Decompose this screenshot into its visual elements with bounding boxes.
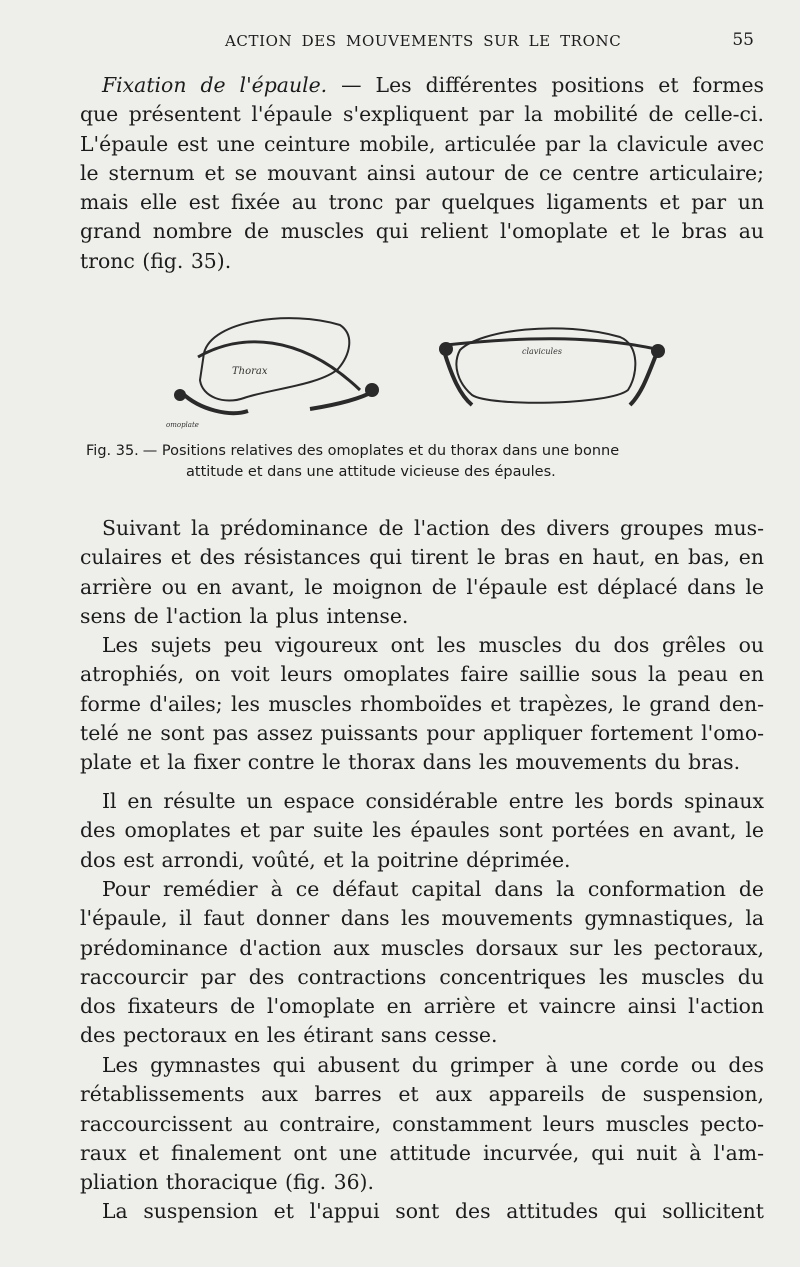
intro-line: Fixation de l'épaule. — Les différentes positions et formes	[102, 73, 764, 97]
joint-left-b	[365, 383, 379, 397]
intro-line: mais elle est fixée au tronc par quelques ligaments et par un	[80, 190, 764, 215]
paragraph	[80, 514, 764, 631]
text-line: plate et la fixer contre le thorax dans les mouvements du bras.	[80, 750, 741, 775]
joint-left-a	[174, 389, 186, 401]
figure-illustration	[160, 305, 680, 435]
intro-paragraph	[80, 71, 764, 276]
text-line: prédominance d'action aux muscles dorsaux sur les pectoraux,	[80, 935, 764, 960]
text-line: Les gymnastes qui abusent du grimper à une corde ou des	[102, 1053, 764, 1077]
intro-line: tronc (fig. 35).	[80, 248, 232, 273]
text-line: atrophiés, on voit leurs omoplates faire saillie sous la peau en	[80, 662, 764, 687]
paragraph	[80, 875, 764, 1051]
text-line: telé ne sont pas assez puissants pour appliquer fortement l'omo-	[80, 720, 764, 745]
intro-line: le sternum et se mouvant ainsi autour de ce centre articulaire;	[80, 160, 764, 185]
joint-right-b	[651, 344, 665, 358]
text-line: dos fixateurs de l'omoplate en arrière et vaincre ainsi l'action	[80, 994, 764, 1019]
intro-line: que présentent l'épaule s'expliquent par la mobilité de celle-ci.	[80, 102, 764, 127]
text-line: des pectoraux en les étirant sans cesse.	[80, 1023, 498, 1048]
scapula-left-b	[310, 391, 374, 409]
text-line: l'épaule, il faut donner dans les mouvements gymnastiques, la	[80, 906, 764, 931]
label-clavicules: clavicules	[522, 347, 562, 356]
thorax-outline-left	[200, 318, 349, 400]
section-title: Fixation de l'épaule.	[102, 73, 328, 97]
text-line: Pour remédier à ce défaut capital dans la conformation de	[102, 877, 764, 901]
page-header	[80, 30, 760, 54]
scapula-left-a	[182, 393, 248, 413]
clavicle-left	[198, 342, 360, 390]
text-line: Les sujets peu vigoureux ont les muscles du dos grêles ou	[102, 633, 764, 657]
text-line: pliation thoracique (fig. 36).	[80, 1170, 374, 1195]
running-title: ACTION DES MOUVEMENTS SUR LE TRONC	[225, 32, 622, 50]
text-line: Il en résulte un espace considérable entre les bords spinaux	[102, 789, 764, 813]
text-line: rétablissements aux barres et aux appareils de suspension,	[80, 1082, 764, 1107]
intro-line: L'épaule est une ceinture mobile, articulée par la clavicule avec	[80, 131, 764, 156]
text-line: arrière ou en avant, le moignon de l'épaule est déplacé dans le	[80, 574, 764, 599]
text-line: des omoplates et par suite les épaules sont portées en avant, le	[80, 818, 764, 843]
text-line: Suivant la prédominance de l'action des divers groupes mus-	[102, 516, 764, 540]
text-line: culaires et des résistances qui tirent le bras en haut, en bas, en	[80, 545, 764, 570]
caption-line: — Positions relatives des omoplates et du thorax dans une bonne	[142, 443, 620, 459]
paragraph	[80, 1197, 764, 1226]
figure-35	[160, 305, 680, 435]
text-line: raccourcir par des contractions concentriques les muscles du	[80, 964, 764, 989]
intro-line: grand nombre de muscles qui relient l'omoplate et le bras au	[80, 219, 764, 244]
text-line: sens de l'action la plus intense.	[80, 603, 409, 628]
text-line: raccourcissent au contraire, constamment leurs muscles pecto-	[80, 1111, 764, 1136]
label-omoplate: omoplate	[166, 421, 199, 429]
text-line: forme d'ailes; les muscles rhomboïdes et trapèzes, le grand den-	[80, 691, 764, 716]
text-line: La suspension et l'appui sont des attitudes qui sollicitent	[102, 1199, 764, 1223]
text-line: dos est arrondi, voûté, et la poitrine déprimée.	[80, 847, 571, 872]
caption-line: attitude et dans une attitude vicieuse des épaules.	[186, 464, 556, 480]
paragraph	[80, 631, 764, 777]
figure-caption	[86, 441, 764, 483]
figure-label: Fig. 35.	[86, 443, 139, 459]
joint-right-a	[439, 342, 453, 356]
paragraph	[80, 787, 764, 875]
scapula-right-a	[444, 351, 472, 405]
text-line: raux et finalement ont une attitude incurvée, qui nuit à l'am-	[80, 1140, 764, 1165]
paragraph	[80, 1051, 764, 1197]
page-number: 55	[732, 30, 754, 50]
label-thorax: Thorax	[232, 366, 268, 377]
